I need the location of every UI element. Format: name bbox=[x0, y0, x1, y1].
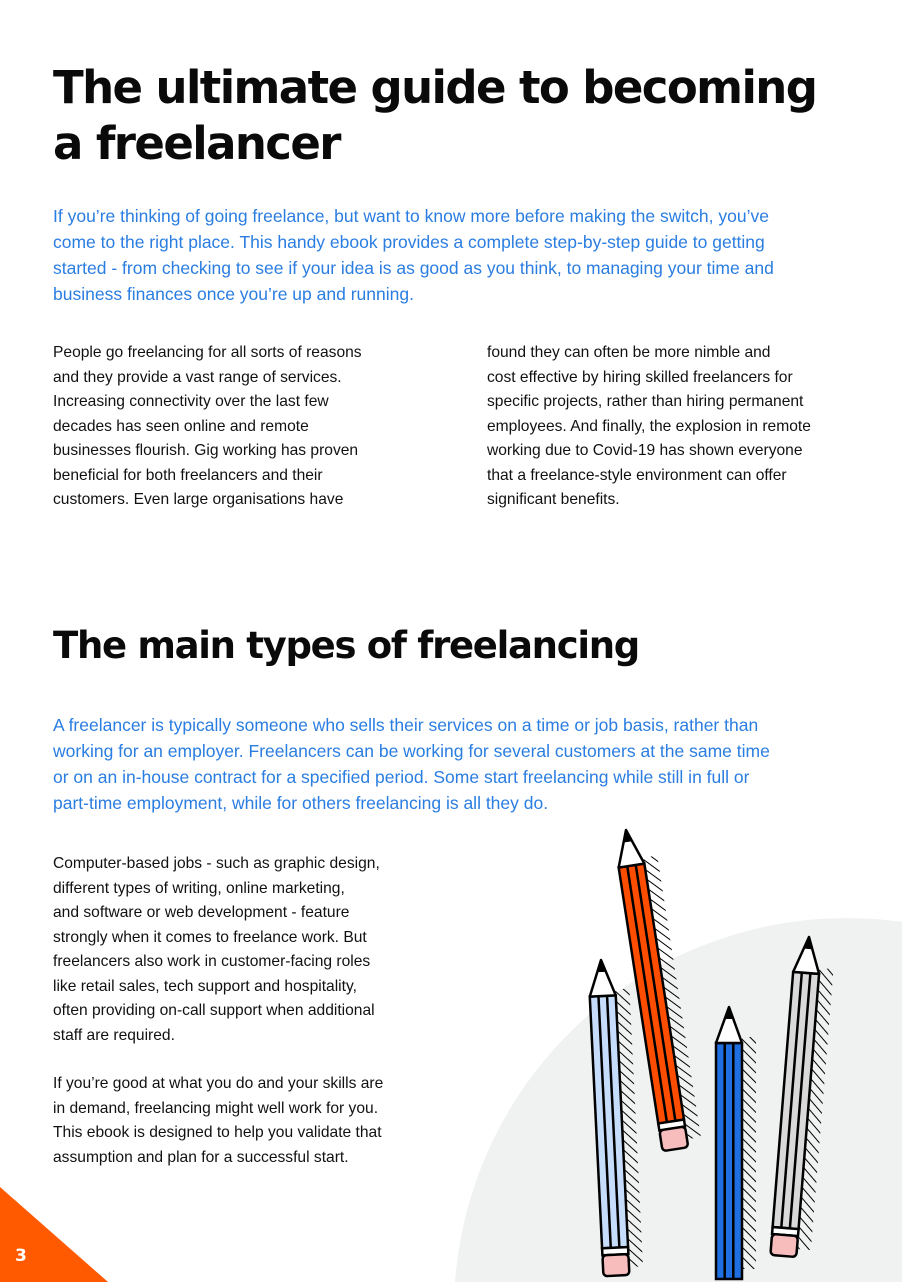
text-line: often providing on-call support when additional bbox=[53, 1002, 375, 1019]
text-line: and software or web development - feature bbox=[53, 904, 350, 921]
text-line: different types of writing, online marketing, bbox=[53, 879, 345, 897]
text-line: found they can often be more nimble and bbox=[487, 344, 771, 361]
text-line: The ultimate guide to becoming bbox=[53, 61, 817, 114]
text-line: or on an in-house contract for a specified period. Some start freelancing while still in full or bbox=[53, 767, 750, 787]
text-line: significant benefits. bbox=[487, 491, 620, 508]
page-corner-decoration bbox=[0, 1187, 108, 1282]
text-line: started - from checking to see if your idea is as good as you think, to managing your time and bbox=[53, 258, 774, 278]
text-line: freelancers also work in customer-facing roles bbox=[53, 953, 371, 970]
text-line: cost effective by hiring skilled freelancers for bbox=[487, 368, 793, 386]
text-line: working for an employer. Freelancers can be working for several customers at the same time bbox=[53, 741, 770, 761]
text-line: part-time employment, while for others freelancing is all they do. bbox=[53, 793, 549, 813]
text-line: business finances once you’re up and running. bbox=[53, 284, 414, 304]
text-line: assumption and plan for a successful start. bbox=[53, 1148, 349, 1166]
text-line: specific projects, rather than hiring permanent bbox=[487, 393, 804, 410]
text-line: a freelancer bbox=[53, 117, 340, 170]
text-line: This ebook is designed to help you validate that bbox=[53, 1124, 382, 1141]
text-line: beneficial for both freelancers and their bbox=[53, 466, 323, 484]
text-line: People go freelancing for all sorts of reasons bbox=[53, 344, 362, 361]
text-line: like retail sales, tech support and hospitality, bbox=[53, 977, 357, 995]
text-line: working due to Covid-19 has shown everyone bbox=[487, 442, 803, 459]
text-line: Increasing connectivity over the last few bbox=[53, 393, 329, 410]
text-line: customers. Even large organisations have bbox=[53, 491, 344, 508]
text-line: A freelancer is typically someone who sells their services on a time or job basis, rather than bbox=[53, 715, 759, 735]
text-line: businesses flourish. Gig working has proven bbox=[53, 442, 359, 459]
pencil-light-blue-icon bbox=[588, 959, 643, 1277]
text-line: in demand, freelancing might well work for you. bbox=[53, 1099, 379, 1117]
section-title: The main types of freelancing bbox=[53, 624, 639, 667]
text-line: strongly when it comes to freelance work. But bbox=[53, 928, 367, 946]
text-line: decades has seen online and remote bbox=[53, 417, 309, 435]
text-line: employees. And finally, the explosion in remote bbox=[487, 417, 811, 435]
text-line: that a freelance-style environment can offer bbox=[487, 466, 787, 484]
text-line: If you’re good at what you do and your skills are bbox=[53, 1075, 384, 1092]
text-line: and they provide a vast range of services. bbox=[53, 368, 342, 386]
page-number: 3 bbox=[15, 1246, 27, 1266]
pencil-blue-icon bbox=[716, 1007, 756, 1279]
pencil-gray-icon bbox=[770, 936, 836, 1258]
text-line: If you’re thinking of going freelance, but want to know more before making the switch, you’ve bbox=[53, 206, 769, 226]
text-line: come to the right place. This handy ebook provides a complete step-by-step guide to getting bbox=[53, 232, 765, 252]
text-line: Computer-based jobs - such as graphic design, bbox=[53, 855, 380, 872]
text-line: staff are required. bbox=[53, 1026, 175, 1044]
